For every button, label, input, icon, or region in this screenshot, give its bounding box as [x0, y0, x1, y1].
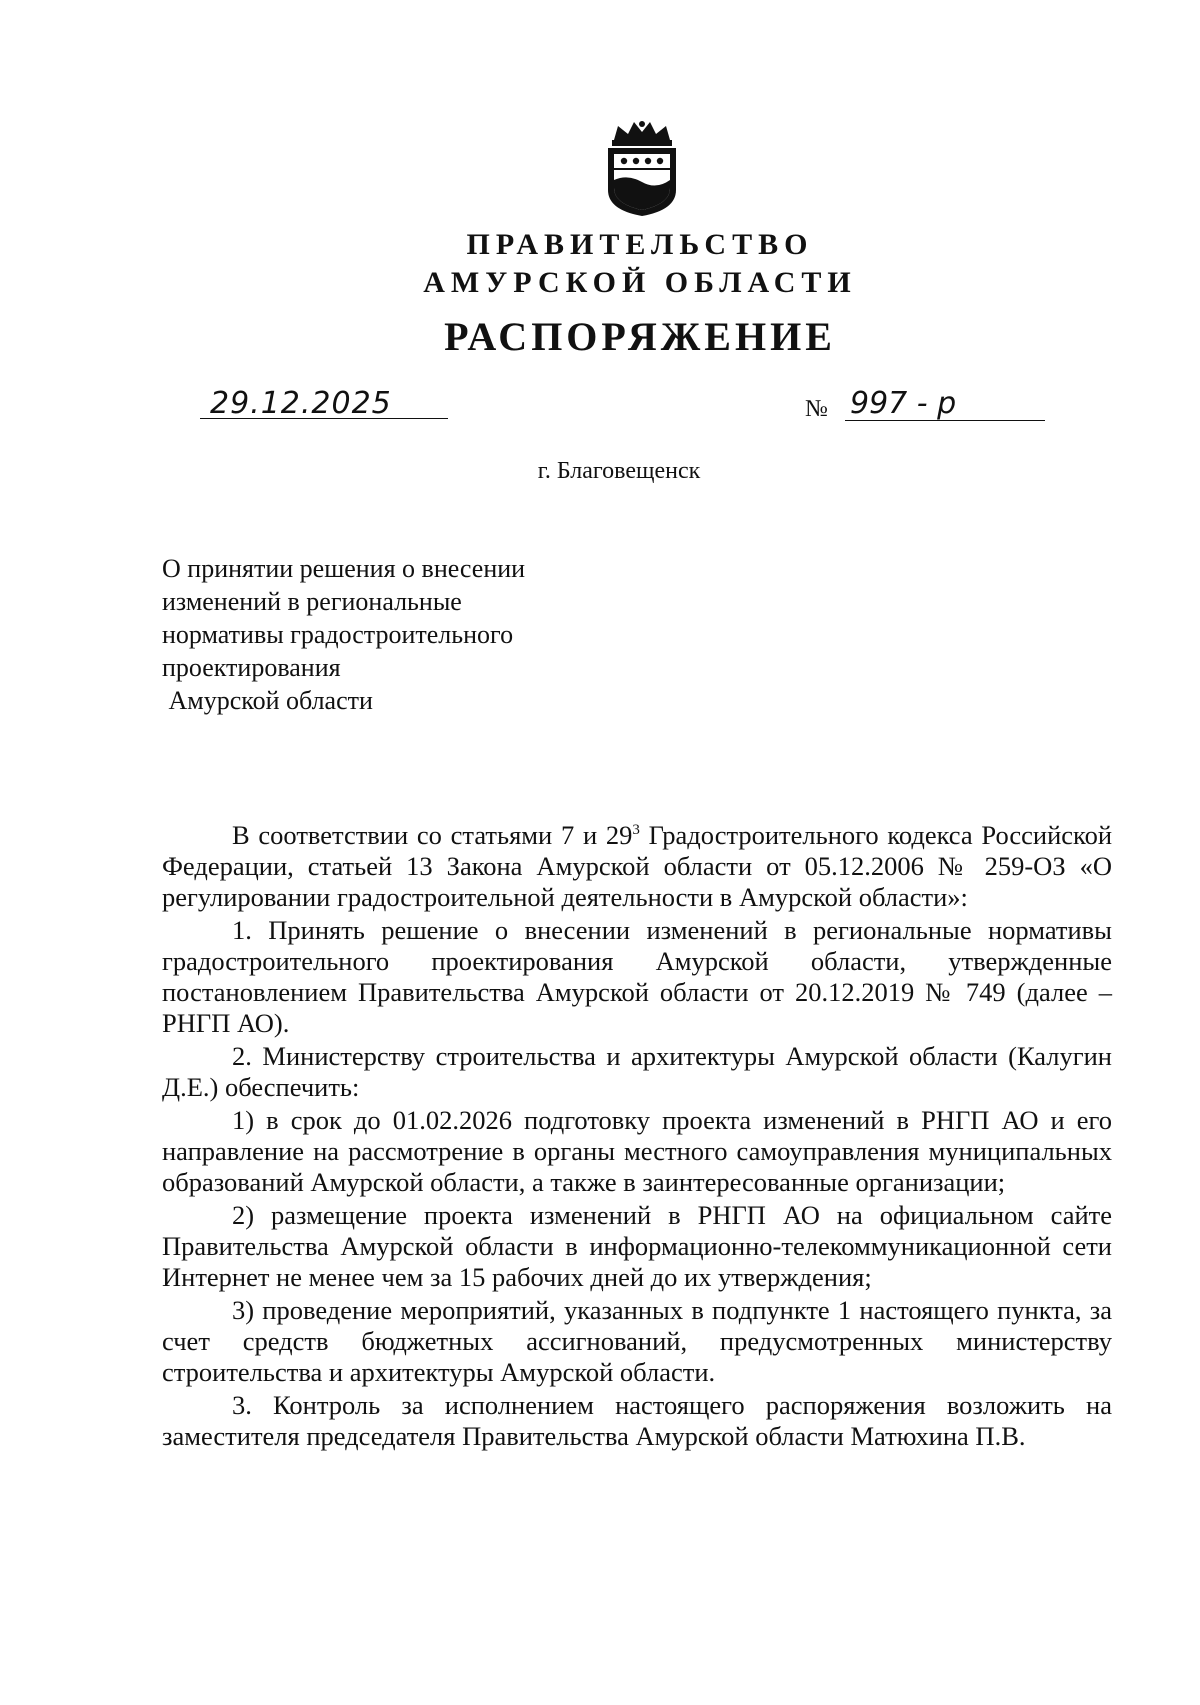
number-underline [845, 420, 1045, 421]
intro-paragraph [162, 815, 1112, 913]
paragraph-2: 2. Министерству строительства и архитектуры Амурской области (Калугин Д.Е.) обеспечить: [162, 1041, 1112, 1102]
paragraph-2-item-1: 1) в срок до 01.02.2026 подготовку проекта изменений в РНГП АО и его направление на рассмотрение в органы местного самоуправления муниципальных образований Амурской области, а также в заинтересованные организации; [162, 1105, 1112, 1197]
number-label: № [805, 396, 828, 422]
paragraph-3: 3. Контроль за исполнением настоящего распоряжения возложить на заместителя председателя Правительства Амурской области Матюхина П.В. [162, 1390, 1112, 1451]
paragraph-2-item-2: 2) размещение проекта изменений в РНГП АО на официальном сайте Правительства Амурской области в информационно-телекоммуникационной сети Интернет не менее чем за 15 рабочих дней до их утверждения; [162, 1200, 1112, 1292]
document-date: 29.12.2025 [210, 386, 392, 421]
paragraph-1: 1. Принять решение о внесении изменений в региональные нормативы градостроительного проектирования Амурской области, утвержденные постановлением Правительства Амурской области от 20.12.2019 № 749 (далее – РНГП АО). [162, 915, 1112, 1038]
city-line: г. Благовещенск [537, 458, 701, 484]
subject-line: Амурской области [162, 686, 373, 715]
intro-text-b: Градостроительного кодекса Российской Федерации, статьей 13 Закона Амурской области от 05.12.2006 № 259-ОЗ «О регулировании градостроительной деятельности в Амурской области»: [162, 820, 1112, 912]
paragraph-2-item-3: 3) проведение мероприятий, указанных в подпункте 1 настоящего пункта, за счет средств бюджетных ассигнований, предусмотренных министерству строительства и архитектуры Амурской области. [162, 1295, 1112, 1387]
coat-of-arms-emblem [600, 118, 684, 218]
document-type-title: РАСПОРЯЖЕНИЕ [444, 314, 836, 359]
document-number: 997 - р [850, 386, 957, 421]
intro-text-a: В соответствии со статьями 7 и 29 [232, 820, 633, 850]
document-body [162, 815, 1112, 1454]
subject-line: изменений в региональные [162, 587, 462, 616]
government-title-line-2: АМУРСКОЙ ОБЛАСТИ [423, 266, 857, 299]
document-subject [162, 552, 525, 717]
government-title-line-1: ПРАВИТЕЛЬСТВО [466, 228, 814, 261]
subject-line: проектирования [162, 653, 341, 682]
subject-line: О принятии решения о внесении [162, 554, 526, 583]
article-superscript: 3 [632, 822, 640, 838]
date-underline [200, 418, 448, 419]
subject-line: нормативы градостроительного [162, 620, 514, 649]
